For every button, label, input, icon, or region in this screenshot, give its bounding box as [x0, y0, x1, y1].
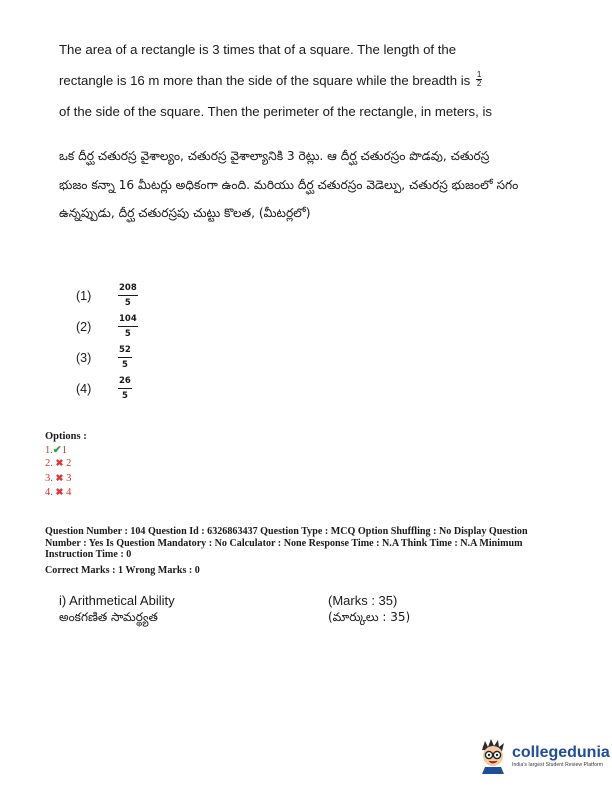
answer-option-3[interactable] — [76, 342, 138, 373]
section-marks-english: (Marks : 35) — [328, 593, 398, 608]
options-list — [45, 430, 87, 501]
cross-icon: ✖ — [55, 459, 64, 470]
metadata-marks: Correct Marks : 1 Wrong Marks : 0 — [45, 564, 200, 576]
fraction-one-half — [476, 71, 482, 88]
option-label: (2) — [76, 319, 92, 334]
question-metadata — [45, 526, 565, 576]
option-denominator: 5 — [124, 298, 131, 308]
answer-option-1[interactable] — [76, 280, 138, 311]
section-title — [59, 592, 175, 626]
question-english — [59, 34, 499, 127]
logo-name: collegedunia — [512, 743, 610, 761]
option-label: (3) — [76, 350, 92, 365]
option-fraction — [118, 344, 132, 371]
options-item-value: 3 — [66, 472, 72, 484]
fraction-denominator: 2 — [476, 79, 482, 89]
cross-icon: ✖ — [55, 488, 64, 499]
options-item-index: 1. — [45, 444, 53, 456]
option-fraction — [118, 375, 132, 402]
question-english-part2: of the side of the square. Then the perimeter of the rectangle, in meters, is — [59, 104, 492, 119]
logo-text — [512, 745, 610, 768]
options-list-item-2 — [45, 457, 87, 472]
option-numerator: 52 — [118, 344, 132, 358]
option-numerator: 104 — [118, 313, 138, 327]
options-list-item-4 — [45, 486, 87, 501]
question-telugu: ఒక దీర్ఘ చతురస్ర వైశాల్యం, చతురస్ర వైశాల్యానికి 3 రెట్లు. ఆ దీర్ఘ చతురస్రం పొడవు, చతురస్ర భుజం కన్నా 16 మీటర్లు అధికంగా ఉంది. మరియు దీర్ఘ చతురస్రం వెడెల్పు, చతురస్ర భుజంలో సగం ఉన్నప్పుడు, దీర్ఘ చతురస్రపు చుట్టు కొలత, (మీటర్లలో) — [59, 149, 519, 220]
option-label: (1) — [76, 288, 92, 303]
option-numerator: 26 — [118, 375, 132, 389]
option-denominator: 5 — [124, 329, 131, 339]
option-fraction — [118, 282, 138, 309]
options-item-index: 4. — [45, 487, 53, 499]
option-fraction — [118, 313, 138, 340]
options-list-item-1 — [45, 444, 87, 458]
option-denominator: 5 — [121, 360, 128, 370]
mascot-icon — [478, 738, 508, 774]
options-item-value: 4 — [66, 487, 72, 499]
check-icon: ✔ — [52, 444, 62, 456]
option-denominator: 5 — [121, 391, 128, 401]
options-item-value: 2 — [66, 458, 72, 470]
section-title-english: i) Arithmetical Ability — [59, 593, 175, 608]
option-numerator: 208 — [118, 282, 138, 296]
fraction-numerator: 1 — [476, 70, 482, 80]
options-item-index: 3. — [45, 472, 53, 484]
section-marks — [328, 592, 410, 626]
options-item-value: 1 — [61, 444, 67, 456]
section-marks-telugu: (మార్కులు : 35) — [328, 610, 411, 624]
answer-option-4[interactable] — [76, 373, 138, 404]
cross-icon: ✖ — [55, 473, 64, 484]
section-title-telugu: అంకగణిత సామర్థ్యత — [59, 610, 158, 624]
answer-options — [76, 280, 138, 404]
options-list-item-3 — [45, 472, 87, 487]
option-label: (4) — [76, 381, 92, 396]
answer-option-2[interactable] — [76, 311, 138, 342]
logo-tagline: India's largest Student Review Platform — [512, 761, 604, 768]
question-english-part1: The area of a rectangle is 3 times that of a square. The length of the rectangle is 16 m more than the side of the square while the breadth is — [59, 42, 474, 88]
collegedunia-logo — [478, 738, 610, 774]
metadata-details: Question Number : 104 Question Id : 6326863437 Question Type : MCQ Option Shuffling : No Display Question Number : Yes Is Question Mandatory : No Calculator : None Response Time : N.A Think Time : N.A Minimum Instruction Time : 0 — [45, 526, 528, 561]
options-heading: Options : — [45, 431, 87, 442]
options-item-index: 2. — [45, 458, 53, 470]
